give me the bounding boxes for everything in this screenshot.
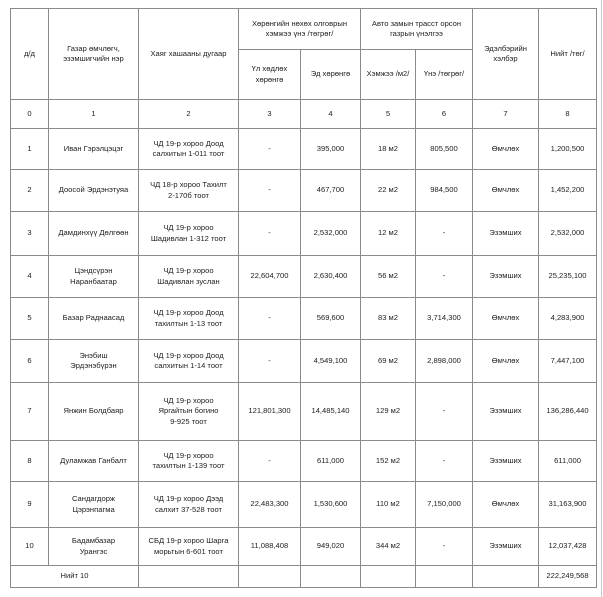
- form-value: Өмчлөх: [473, 482, 539, 528]
- form-value: Өмчлөх: [473, 129, 539, 170]
- area-value: 56 м2: [361, 256, 416, 298]
- movable-value: 1,530,600: [301, 482, 361, 528]
- row-number: 9: [11, 482, 49, 528]
- owner-name: Янжин Болдбаяр: [49, 383, 139, 441]
- total-value: 25,235,100: [539, 256, 597, 298]
- total-value: 31,163,900: [539, 482, 597, 528]
- form-value: Өмчлөх: [473, 298, 539, 340]
- empty-cell: [416, 566, 473, 588]
- movable-value: 467,700: [301, 170, 361, 212]
- address: ЧД 19-р хороо тахилтын 1-139 тоот: [139, 441, 239, 482]
- total-value: 2,532,000: [539, 212, 597, 256]
- price-value: 984,500: [416, 170, 473, 212]
- table-row: [11, 528, 597, 566]
- form-value: Өмчлөх: [473, 170, 539, 212]
- immovable-value: -: [239, 441, 301, 482]
- address: ЧД 19-р хороо Шадивлан зуслан: [139, 256, 239, 298]
- movable-value: 4,549,100: [301, 340, 361, 383]
- price-value: -: [416, 256, 473, 298]
- column-number: 5: [361, 100, 416, 129]
- header-immovable: Үл хөдлөх хөрөнгө: [239, 50, 301, 100]
- form-value: Өмчлөх: [473, 340, 539, 383]
- row-number: 5: [11, 298, 49, 340]
- table-row: [11, 170, 597, 212]
- header-price: Үнэ /төгрөг/: [416, 50, 473, 100]
- column-number: 3: [239, 100, 301, 129]
- form-value: Эзэмших: [473, 256, 539, 298]
- price-value: 2,898,000: [416, 340, 473, 383]
- header-address: Хаяг хашааны дугаар: [139, 9, 239, 100]
- price-value: 805,500: [416, 129, 473, 170]
- total-value: 1,452,200: [539, 170, 597, 212]
- immovable-value: -: [239, 170, 301, 212]
- row-number: 7: [11, 383, 49, 441]
- table-row: [11, 383, 597, 441]
- address: ЧД 19-р хороо Доод тахилтын 1-13 тоот: [139, 298, 239, 340]
- price-value: 7,150,000: [416, 482, 473, 528]
- row-number: 6: [11, 340, 49, 383]
- form-value: Эзэмших: [473, 441, 539, 482]
- column-number: 2: [139, 100, 239, 129]
- price-value: -: [416, 528, 473, 566]
- table-row: [11, 482, 597, 528]
- area-value: 83 м2: [361, 298, 416, 340]
- owner-name: Цэндсүрэн Наранбаатар: [49, 256, 139, 298]
- footer-total: 222,249,568: [539, 566, 597, 588]
- owner-name: Дамдинхүү Дөлгөөн: [49, 212, 139, 256]
- form-value: Эзэмших: [473, 383, 539, 441]
- total-value: 7,447,100: [539, 340, 597, 383]
- area-value: 152 м2: [361, 441, 416, 482]
- total-value: 12,037,428: [539, 528, 597, 566]
- address: ЧД 19-р хороо Яргайтын богино 9-925 тоот: [139, 383, 239, 441]
- area-value: 18 м2: [361, 129, 416, 170]
- table-row: [11, 129, 597, 170]
- column-number: 6: [416, 100, 473, 129]
- owner-name: Бадамбазар Урангэс: [49, 528, 139, 566]
- movable-value: 2,532,000: [301, 212, 361, 256]
- form-value: Эзэмших: [473, 528, 539, 566]
- area-value: 69 м2: [361, 340, 416, 383]
- owner-name: Сандагдорж Цэрэнпагма: [49, 482, 139, 528]
- price-value: -: [416, 212, 473, 256]
- price-value: -: [416, 383, 473, 441]
- immovable-value: 22,483,300: [239, 482, 301, 528]
- movable-value: 395,000: [301, 129, 361, 170]
- movable-value: 611,000: [301, 441, 361, 482]
- movable-value: 2,630,400: [301, 256, 361, 298]
- total-value: 1,200,500: [539, 129, 597, 170]
- compensation-table: [10, 8, 597, 588]
- header-form: Эдэлбэрийн хэлбэр: [473, 9, 539, 100]
- table-row: [11, 298, 597, 340]
- owner-name: Базар Раднаасад: [49, 298, 139, 340]
- footer-label: Нийт 10: [11, 566, 139, 588]
- column-number: 8: [539, 100, 597, 129]
- address: ЧД 19-р хороо Шадивлан 1-312 тоот: [139, 212, 239, 256]
- empty-cell: [139, 566, 239, 588]
- total-value: 611,000: [539, 441, 597, 482]
- address: ЧД 18-р хороо Тахилт 2-170б тоот: [139, 170, 239, 212]
- column-number: 7: [473, 100, 539, 129]
- empty-cell: [239, 566, 301, 588]
- owner-name: Энэбиш Эрдэнэбүрэн: [49, 340, 139, 383]
- price-value: -: [416, 441, 473, 482]
- table-row: [11, 212, 597, 256]
- footer-row: [11, 566, 597, 588]
- column-number: 1: [49, 100, 139, 129]
- header-compensation-group: Хөрөнгийн нөхөх олговрын хэмжээ үнэ /төгрөг/: [239, 9, 361, 50]
- address: ЧД 19-р хороо Дээд салхит 37-528 тоот: [139, 482, 239, 528]
- immovable-value: -: [239, 212, 301, 256]
- empty-cell: [361, 566, 416, 588]
- header-road-group: Авто замын трасст орсон газрын үнэлгээ: [361, 9, 473, 50]
- table-row: [11, 441, 597, 482]
- row-number: 8: [11, 441, 49, 482]
- page-edge-line: [601, 0, 602, 597]
- header-movable: Эд хөрөнгө: [301, 50, 361, 100]
- header-row-1: [11, 9, 597, 50]
- empty-cell: [473, 566, 539, 588]
- price-value: 3,714,300: [416, 298, 473, 340]
- row-number: 3: [11, 212, 49, 256]
- movable-value: 14,485,140: [301, 383, 361, 441]
- immovable-value: -: [239, 298, 301, 340]
- area-value: 110 м2: [361, 482, 416, 528]
- header-dd: д/д: [11, 9, 49, 100]
- total-value: 136,286,440: [539, 383, 597, 441]
- row-number: 10: [11, 528, 49, 566]
- address: СБД 19-р хороо Шарга морьтын 6-601 тоот: [139, 528, 239, 566]
- immovable-value: 121,801,300: [239, 383, 301, 441]
- total-value: 4,283,900: [539, 298, 597, 340]
- empty-cell: [301, 566, 361, 588]
- form-value: Эзэмших: [473, 212, 539, 256]
- address: ЧД 19-р хороо Доод салхитын 1-14 тоот: [139, 340, 239, 383]
- movable-value: 569,600: [301, 298, 361, 340]
- address: ЧД 19-р хороо Доод салхитын 1-011 тоот: [139, 129, 239, 170]
- row-number: 4: [11, 256, 49, 298]
- owner-name: Доосой Эрдэнэтуяа: [49, 170, 139, 212]
- movable-value: 949,020: [301, 528, 361, 566]
- immovable-value: 11,088,408: [239, 528, 301, 566]
- immovable-value: -: [239, 129, 301, 170]
- row-number: 1: [11, 129, 49, 170]
- column-number-row: [11, 100, 597, 129]
- area-value: 129 м2: [361, 383, 416, 441]
- area-value: 12 м2: [361, 212, 416, 256]
- owner-name: Дуламжав Ганбалт: [49, 441, 139, 482]
- area-value: 344 м2: [361, 528, 416, 566]
- owner-name: Иван Гэрэлцэцэг: [49, 129, 139, 170]
- header-area: Хэмжээ /м2/: [361, 50, 416, 100]
- column-number: 0: [11, 100, 49, 129]
- table-row: [11, 340, 597, 383]
- immovable-value: -: [239, 340, 301, 383]
- column-number: 4: [301, 100, 361, 129]
- table-row: [11, 256, 597, 298]
- header-owner: Газар өмчлөгч, эзэмшигчийн нэр: [49, 9, 139, 100]
- row-number: 2: [11, 170, 49, 212]
- immovable-value: 22,604,700: [239, 256, 301, 298]
- area-value: 22 м2: [361, 170, 416, 212]
- header-total: Нийт /төг/: [539, 9, 597, 100]
